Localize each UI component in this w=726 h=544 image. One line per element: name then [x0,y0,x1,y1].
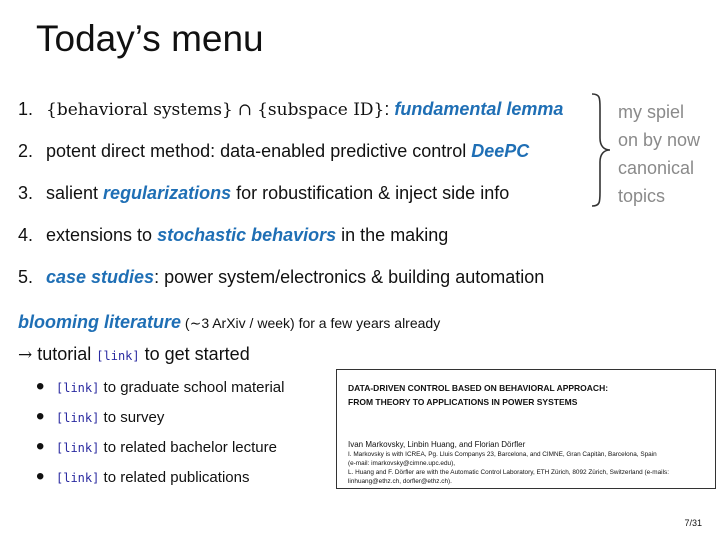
item-number: 5. [18,267,34,287]
spiel-line: canonical [618,158,695,178]
item-text-post: in the making [336,225,449,245]
intersection-symbol: ∩ [237,100,253,120]
paper-affiliation: linhuang@ethz.ch, dorfler@ethz.ch). [348,478,452,485]
item-number: 3. [18,183,34,203]
spiel-note [618,98,700,210]
bullet-survey [36,404,284,434]
menu-item-5 [18,264,563,306]
highlight-case-studies: case studies [46,267,155,287]
survey-link[interactable]: [link] [56,411,100,425]
right-arrow-icon: → [18,345,33,365]
highlight-blooming-literature: blooming literature [18,312,182,332]
approx-symbol: ∼ [189,316,202,332]
paper-affiliation: L. Huang and F. Dörfler are with the Automatic Control Laboratory, ETH Zürich, 8092 Zürich, Switzerland (e-mails: [348,469,669,476]
bullet-publications [36,464,284,494]
highlight-stochastic-behaviors: stochastic behaviors [157,225,337,245]
tutorial-pre: tutorial [32,344,97,364]
item-text: extensions to [46,225,158,245]
spiel-line: on by now [618,130,701,150]
paper-title-line-2: FROM THEORY TO APPLICATIONS IN POWER SYSTEMS [348,397,578,407]
paper-affiliation: (e-mail: imarkovsky@cimne.upc.edu), [348,460,455,467]
publications-link[interactable]: [link] [56,471,100,485]
bullet-icon: • [36,403,45,430]
item-number: 1. [18,99,34,119]
paren-open: ( [181,315,190,331]
paper-title-line-1: DATA-DRIVEN CONTROL BASED ON BEHAVIORAL APPROACH: [348,383,609,393]
arxiv-rate: 3 ArXiv / week) [201,315,295,331]
bullet-graduate [36,374,284,404]
item-text: potent direct method: data-enabled predictive control [46,141,472,161]
bullet-text: to survey [99,409,165,426]
page-number: 7/31 [684,518,702,528]
tutorial-line [18,344,250,365]
item-text-post: : power system/electronics & building automation [154,267,545,287]
resource-bullets [36,374,284,494]
graduate-link[interactable]: [link] [56,381,100,395]
set-subspace-id: {subspace ID} [257,100,385,120]
bullet-icon: • [36,463,45,490]
bullet-icon: • [36,433,45,460]
paper-affiliation: I. Markovsky is with ICREA, Pg. Lluis Companys 23, Barcelona, and CIMNE, Gran Capitàn, Barcelona, Spain [348,451,657,458]
highlight-regularizations: regularizations [103,183,232,203]
bachelor-link[interactable]: [link] [56,441,100,455]
menu-item-2 [18,138,563,180]
slide-title: Today’s menu [36,18,264,59]
item-number: 2. [18,141,34,161]
tutorial-post: to get started [139,344,250,364]
bullet-text: to related publications [99,469,250,486]
right-brace-icon [588,92,614,208]
tutorial-link[interactable]: [link] [96,349,140,363]
item-colon: : [384,99,390,119]
menu-item-4 [18,222,563,264]
bullet-bachelor [36,434,284,464]
set-behavioral-systems: {behavioral systems} [46,100,233,120]
item-text-post: for robustification & inject side info [231,183,510,203]
spiel-line: topics [618,186,666,206]
bullet-icon: • [36,373,45,400]
bullet-text: to graduate school material [99,379,285,396]
paper-preview [336,369,716,489]
highlight-deepc: DeePC [471,141,530,161]
menu-item-1 [18,96,563,138]
paper-authors: Ivan Markovsky, Linbin Huang, and Florian Dörfler [348,440,526,449]
spiel-line: my spiel [618,102,685,122]
highlight-fundamental-lemma: fundamental lemma [394,99,564,119]
bullet-text: to related bachelor lecture [99,439,277,456]
menu-item-3 [18,180,563,222]
blooming-rest: for a few years already [294,315,441,331]
blooming-literature-line [18,312,440,333]
item-number: 4. [18,225,34,245]
menu-list [18,96,563,306]
item-text: salient [46,183,104,203]
